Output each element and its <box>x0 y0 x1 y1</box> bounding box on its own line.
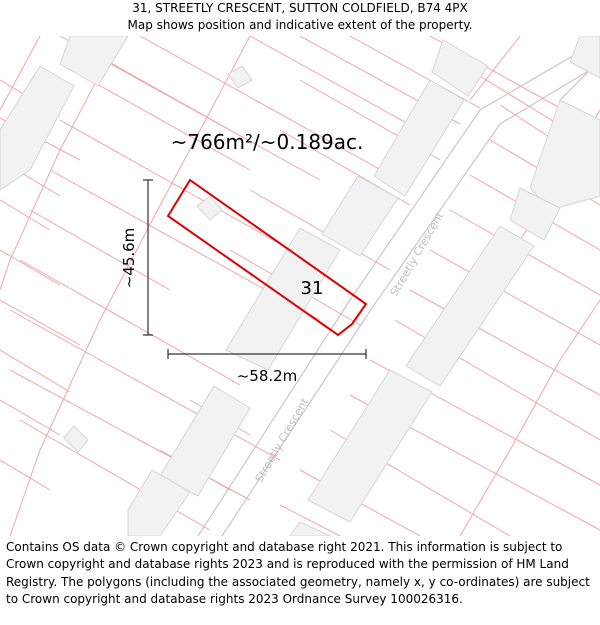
copyright-attribution: Contains OS data © Crown copyright and database right 2021. This information is subject to Crown copyright and database rights 2023 and is reproduced with the permission of HM Land Registry. The polygons (including the associated geometry, namely x, y co-ordinates) are subject to Crown copyright and database rights 2023 Ordnance Survey 100026316. <box>6 540 590 606</box>
property-address-title: 31, STREETLY CRESCENT, SUTTON COLDFIELD, B74 4PX <box>132 1 468 15</box>
map-header <box>0 0 600 36</box>
road-name-label-upper: Streetly Crescent <box>387 209 447 299</box>
height-dimension-label: ~45.6m <box>120 227 138 289</box>
area-label: ~766m²/~0.189ac. <box>170 130 364 154</box>
road-name-label-lower: Streetly Crescent <box>252 395 312 485</box>
map-canvas[interactable] <box>0 36 600 536</box>
width-dimension-label: ~58.2m <box>236 367 298 385</box>
house-number-label: 31 <box>300 278 324 299</box>
map-subtitle: Map shows position and indicative extent of the property. <box>127 18 473 32</box>
map-svg <box>0 36 600 536</box>
height-dimension-line <box>143 180 153 335</box>
